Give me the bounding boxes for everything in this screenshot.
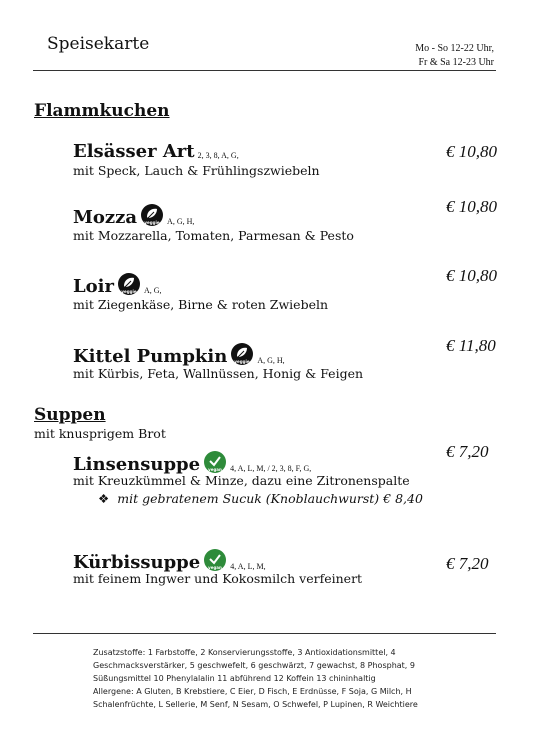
additives-allergens-legend [93, 646, 473, 711]
vegan-badge-icon [203, 548, 227, 572]
menu-item-name [73, 272, 162, 297]
extra-option-text: mit gebratenem Sucuk (Knoblauchwurst) € 8,40 [117, 491, 423, 506]
item-title: Linsensuppe [73, 454, 201, 475]
item-title: Kürbissuppe [73, 552, 201, 573]
allergen-codes: 4, A, L, M, / 2, 3, 8, F, G, [230, 464, 312, 473]
menu-item-extra-option [98, 491, 423, 506]
veggie-badge-icon [117, 272, 141, 296]
header-divider [33, 70, 496, 71]
section-subheading: mit knusprigem Brot [34, 426, 166, 441]
legend-line: Süßungsmittel 10 Phenylalalin 11 abführend 12 Koffein 13 chininhaltig [93, 674, 376, 683]
veggie-label: veggie [121, 289, 137, 294]
menu-item-name [73, 342, 285, 367]
menu-item-price: € 11,80 [446, 336, 496, 355]
menu-item-description: mit Ziegenkäse, Birne & roten Zwiebeln [73, 297, 329, 312]
item-title: Loir [73, 276, 114, 297]
menu-item-price: € 7,20 [446, 442, 489, 461]
diamond-bullet-icon: ❖ [98, 491, 110, 506]
menu-item-description: mit Kreuzkümmel & Minze, dazu eine Zitronenspalte [73, 473, 410, 488]
opening-hours-weekend: Fr & Sa 12-23 Uhr [418, 57, 494, 68]
allergen-codes: 4, A, L, M, [230, 562, 266, 571]
menu-item-name [73, 548, 266, 573]
menu-item-price: € 10,80 [446, 266, 497, 285]
legend-line: Schalenfrüchte, L Sellerie, M Senf, N Sesam, O Schwefel, P Lupinen, R Weichtiere [93, 700, 418, 709]
legend-line: Allergene: A Gluten, B Krebstiere, C Eier, D Fisch, E Erdnüsse, F Soja, G Milch, H [93, 687, 412, 696]
allergen-codes: A, G, H, [167, 217, 195, 226]
menu-item-price: € 10,80 [446, 197, 497, 216]
menu-item-description: mit feinem Ingwer und Kokosmilch verfeinert [73, 571, 363, 586]
allergen-codes: A, G, [143, 286, 162, 295]
legend-line: Zusatzstoffe: 1 Farbstoffe, 2 Konservierungsstoffe, 3 Antioxidationsmittel, 4 [93, 648, 396, 657]
menu-item-description: mit Kürbis, Feta, Wallnüssen, Honig & Feigen [73, 366, 364, 381]
menu-item-price: € 7,20 [446, 554, 489, 573]
page-title: Speisekarte [47, 34, 150, 54]
section-heading-suppen: Suppen [34, 405, 106, 425]
legend-line: Geschmacksverstärker, 5 geschwefelt, 6 geschwärzt, 7 gewachst, 8 Phosphat, 9 [93, 661, 415, 670]
menu-item-description: mit Mozzarella, Tomaten, Parmesan & Pesto [73, 228, 354, 243]
item-title: Kittel Pumpkin [73, 346, 228, 367]
item-title: Mozza [73, 207, 138, 228]
veggie-label: veggie [144, 220, 160, 225]
item-title: Elsässer Art [73, 141, 195, 162]
menu-item-name [73, 141, 239, 162]
vegan-label: vegan [208, 467, 222, 472]
section-heading-flammkuchen: Flammkuchen [34, 101, 170, 121]
allergen-codes: A, G, H, [257, 356, 285, 365]
veggie-badge-icon [230, 342, 254, 366]
opening-hours-weekdays: Mo - So 12-22 Uhr, [415, 43, 494, 54]
allergen-codes: 2, 3, 8, A, G, [197, 151, 239, 160]
vegan-badge-icon [203, 450, 227, 474]
menu-item-name [73, 203, 194, 228]
vegan-label: vegan [208, 565, 223, 570]
menu-item-name [73, 450, 311, 475]
menu-item-price: € 10,80 [446, 142, 497, 161]
veggie-badge-icon [140, 203, 164, 227]
veggie-label: veggie [234, 359, 250, 364]
menu-item-description: mit Speck, Lauch & Frühlingszwiebeln [73, 163, 320, 178]
footer-divider [33, 633, 496, 634]
